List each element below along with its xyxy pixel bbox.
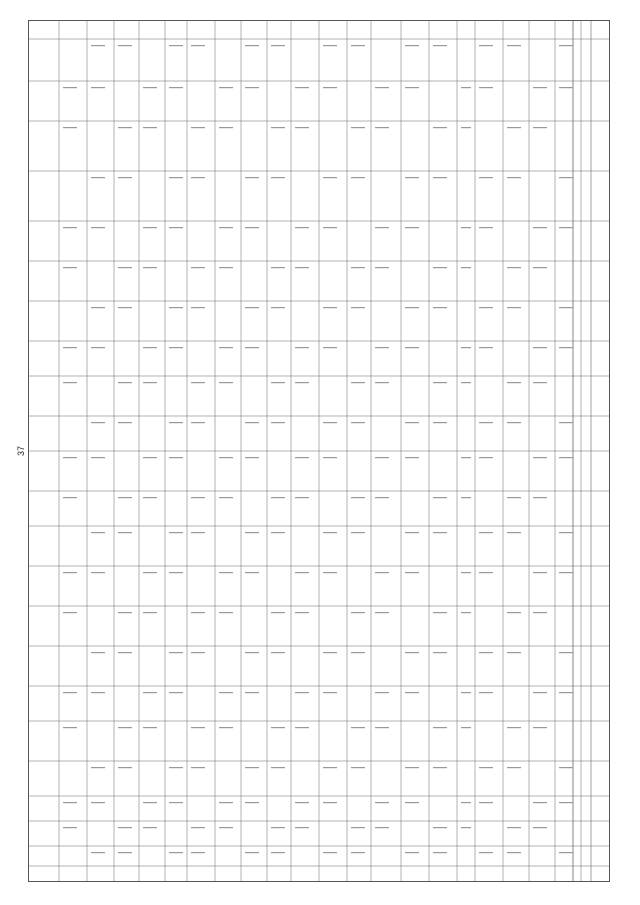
cell-text-mark: [219, 267, 233, 268]
cell-text-mark: [295, 727, 309, 728]
cell-text-mark: [323, 227, 337, 228]
cell-text-mark: [433, 382, 447, 383]
cell-text-mark: [405, 45, 419, 46]
cell-text-mark: [533, 612, 547, 613]
cell-text-mark: [351, 307, 365, 308]
cell-text-mark: [533, 127, 547, 128]
cell-text-mark: [143, 692, 157, 693]
cell-text-mark: [169, 307, 183, 308]
cell-text-mark: [191, 652, 205, 653]
cell-text-mark: [405, 307, 419, 308]
cell-text-mark: [191, 127, 205, 128]
cell-text-mark: [271, 497, 285, 498]
cell-text-mark: [91, 227, 105, 228]
cell-text-mark: [295, 347, 309, 348]
cell-text-mark: [323, 347, 337, 348]
cell-text-mark: [219, 727, 233, 728]
cell-text-mark: [191, 45, 205, 46]
cell-text-mark: [479, 802, 493, 803]
cell-text-mark: [405, 652, 419, 653]
cell-text-mark: [507, 532, 521, 533]
cell-text-mark: [63, 727, 77, 728]
cell-text-mark: [219, 572, 233, 573]
cell-text-mark: [461, 802, 471, 803]
cell-text-mark: [533, 227, 547, 228]
cell-text-mark: [433, 307, 447, 308]
cell-text-mark: [351, 767, 365, 768]
cell-text-mark: [375, 227, 389, 228]
cell-text-mark: [91, 457, 105, 458]
cell-text-mark: [375, 347, 389, 348]
cell-text-mark: [375, 692, 389, 693]
cell-text-mark: [191, 307, 205, 308]
cell-text-mark: [118, 127, 132, 128]
cell-text-mark: [351, 127, 365, 128]
cell-text-mark: [461, 827, 471, 828]
cell-text-mark: [323, 307, 337, 308]
cell-text-mark: [433, 177, 447, 178]
cell-text-mark: [118, 307, 132, 308]
cell-text-mark: [143, 347, 157, 348]
cell-text-mark: [405, 422, 419, 423]
cell-text-mark: [375, 127, 389, 128]
cell-text-mark: [219, 457, 233, 458]
cell-text-mark: [559, 767, 573, 768]
cell-text-mark: [433, 422, 447, 423]
cell-text-mark: [219, 87, 233, 88]
cell-text-mark: [245, 802, 259, 803]
cell-text-mark: [143, 267, 157, 268]
cell-text-mark: [143, 227, 157, 228]
cell-text-mark: [143, 497, 157, 498]
cell-text-mark: [295, 827, 309, 828]
cell-text-mark: [461, 347, 471, 348]
cell-text-mark: [323, 532, 337, 533]
cell-text-mark: [219, 802, 233, 803]
cell-text-mark: [375, 572, 389, 573]
cell-text-mark: [479, 572, 493, 573]
cell-text-mark: [295, 457, 309, 458]
cell-text-mark: [405, 347, 419, 348]
cell-text-mark: [479, 307, 493, 308]
cell-text-mark: [405, 177, 419, 178]
cell-text-mark: [91, 422, 105, 423]
cell-text-mark: [507, 827, 521, 828]
cell-text-mark: [169, 652, 183, 653]
cell-text-mark: [169, 87, 183, 88]
cell-text-mark: [219, 827, 233, 828]
cell-text-mark: [143, 612, 157, 613]
cell-text-mark: [323, 177, 337, 178]
cell-text-mark: [169, 45, 183, 46]
cell-text-mark: [191, 497, 205, 498]
cell-text-mark: [295, 382, 309, 383]
cell-text-mark: [219, 227, 233, 228]
cell-text-mark: [91, 652, 105, 653]
cell-text-mark: [433, 827, 447, 828]
cell-text-mark: [271, 727, 285, 728]
cell-text-mark: [118, 612, 132, 613]
cell-text-mark: [169, 852, 183, 853]
cell-text-mark: [479, 422, 493, 423]
cell-text-mark: [91, 177, 105, 178]
cell-text-mark: [323, 87, 337, 88]
cell-text-mark: [479, 532, 493, 533]
cell-text-mark: [91, 532, 105, 533]
cell-text-mark: [533, 497, 547, 498]
cell-text-mark: [63, 802, 77, 803]
cell-text-mark: [351, 382, 365, 383]
cell-text-mark: [63, 347, 77, 348]
cell-text-mark: [118, 852, 132, 853]
cell-text-mark: [433, 532, 447, 533]
cell-text-mark: [191, 267, 205, 268]
cell-text-mark: [191, 827, 205, 828]
cell-text-mark: [533, 727, 547, 728]
cell-text-mark: [295, 497, 309, 498]
cell-text-mark: [507, 727, 521, 728]
cell-text-mark: [191, 177, 205, 178]
cell-text-mark: [507, 612, 521, 613]
cell-text-mark: [375, 87, 389, 88]
cell-text-mark: [295, 802, 309, 803]
cell-text-mark: [507, 382, 521, 383]
cell-text-mark: [375, 382, 389, 383]
cell-text-mark: [91, 802, 105, 803]
cell-text-mark: [507, 422, 521, 423]
cell-text-mark: [533, 267, 547, 268]
cell-text-mark: [533, 457, 547, 458]
cell-text-mark: [63, 612, 77, 613]
cell-text-mark: [63, 87, 77, 88]
cell-text-mark: [295, 227, 309, 228]
cell-text-mark: [118, 497, 132, 498]
cell-text-mark: [323, 572, 337, 573]
cell-text-mark: [461, 497, 471, 498]
cell-text-mark: [559, 307, 573, 308]
cell-text-mark: [295, 87, 309, 88]
cell-text-mark: [559, 652, 573, 653]
cell-text-mark: [559, 692, 573, 693]
cell-text-mark: [143, 457, 157, 458]
cell-text-mark: [219, 382, 233, 383]
cell-text-mark: [63, 572, 77, 573]
cell-text-mark: [433, 127, 447, 128]
cell-text-mark: [323, 852, 337, 853]
cell-text-mark: [461, 127, 471, 128]
cell-text-mark: [118, 177, 132, 178]
cell-text-mark: [63, 267, 77, 268]
cell-text-mark: [245, 422, 259, 423]
cell-text-mark: [245, 852, 259, 853]
cell-text-mark: [433, 612, 447, 613]
cell-text-mark: [479, 767, 493, 768]
cell-text-mark: [433, 497, 447, 498]
cell-text-mark: [405, 572, 419, 573]
cell-text-mark: [295, 127, 309, 128]
cell-text-mark: [245, 767, 259, 768]
cell-text-mark: [143, 127, 157, 128]
cell-text-mark: [323, 802, 337, 803]
cell-text-mark: [118, 382, 132, 383]
cell-text-mark: [323, 692, 337, 693]
cell-text-mark: [533, 382, 547, 383]
cell-text-mark: [271, 127, 285, 128]
cell-text-mark: [245, 572, 259, 573]
cell-text-mark: [191, 767, 205, 768]
cell-text-mark: [63, 382, 77, 383]
cell-text-mark: [143, 827, 157, 828]
cell-text-mark: [219, 612, 233, 613]
cell-text-mark: [245, 87, 259, 88]
cell-text-mark: [507, 767, 521, 768]
cell-text-mark: [169, 422, 183, 423]
cell-text-mark: [271, 827, 285, 828]
cell-text-mark: [461, 572, 471, 573]
cell-text-mark: [245, 347, 259, 348]
cell-text-mark: [91, 45, 105, 46]
cell-text-mark: [507, 267, 521, 268]
cell-text-mark: [351, 827, 365, 828]
cell-text-mark: [479, 652, 493, 653]
cell-text-mark: [507, 45, 521, 46]
cell-text-mark: [559, 177, 573, 178]
cell-text-mark: [375, 612, 389, 613]
cell-text-mark: [323, 767, 337, 768]
cell-text-mark: [507, 127, 521, 128]
cell-text-mark: [271, 532, 285, 533]
cell-text-mark: [63, 127, 77, 128]
cell-text-mark: [271, 422, 285, 423]
cell-text-mark: [559, 45, 573, 46]
cell-text-mark: [245, 532, 259, 533]
cell-text-mark: [559, 532, 573, 533]
cell-text-mark: [63, 497, 77, 498]
cell-text-mark: [91, 307, 105, 308]
cell-text-mark: [323, 422, 337, 423]
cell-text-mark: [479, 692, 493, 693]
cell-text-mark: [351, 532, 365, 533]
cell-text-mark: [479, 347, 493, 348]
cell-text-mark: [323, 652, 337, 653]
cell-text-mark: [351, 852, 365, 853]
cell-text-mark: [118, 532, 132, 533]
cell-text-mark: [507, 652, 521, 653]
cell-text-mark: [433, 852, 447, 853]
cell-text-mark: [91, 572, 105, 573]
cell-text-mark: [405, 532, 419, 533]
cell-text-mark: [479, 852, 493, 853]
cell-text-mark: [219, 127, 233, 128]
cell-text-mark: [91, 767, 105, 768]
cell-text-mark: [191, 422, 205, 423]
cell-text-mark: [91, 87, 105, 88]
cell-text-mark: [351, 612, 365, 613]
cell-text-mark: [245, 457, 259, 458]
cell-text-mark: [533, 692, 547, 693]
cell-text-mark: [351, 177, 365, 178]
cell-text-mark: [533, 802, 547, 803]
cell-text-mark: [559, 422, 573, 423]
cell-text-mark: [118, 422, 132, 423]
cell-text-mark: [375, 457, 389, 458]
cell-text-mark: [375, 497, 389, 498]
cell-text-mark: [271, 652, 285, 653]
cell-text-mark: [169, 347, 183, 348]
cell-text-mark: [433, 45, 447, 46]
cell-text-mark: [219, 347, 233, 348]
cell-text-mark: [507, 497, 521, 498]
cell-text-mark: [461, 457, 471, 458]
cell-text-mark: [533, 572, 547, 573]
cell-text-mark: [169, 532, 183, 533]
cell-text-mark: [169, 457, 183, 458]
cell-text-mark: [143, 572, 157, 573]
cell-text-mark: [245, 307, 259, 308]
cell-text-mark: [559, 457, 573, 458]
cell-text-mark: [169, 572, 183, 573]
cell-text-mark: [219, 497, 233, 498]
cell-text-mark: [433, 767, 447, 768]
cell-text-mark: [533, 347, 547, 348]
cell-text-mark: [245, 692, 259, 693]
cell-text-mark: [461, 382, 471, 383]
cell-text-mark: [91, 852, 105, 853]
cell-text-mark: [118, 652, 132, 653]
page-number: 37: [16, 445, 27, 457]
cell-text-mark: [375, 802, 389, 803]
cell-text-mark: [118, 827, 132, 828]
cell-text-mark: [143, 802, 157, 803]
cell-text-mark: [271, 267, 285, 268]
cell-text-mark: [405, 802, 419, 803]
cell-text-mark: [245, 227, 259, 228]
cell-text-mark: [461, 612, 471, 613]
cell-text-mark: [559, 572, 573, 573]
cell-text-mark: [295, 267, 309, 268]
cell-text-mark: [143, 727, 157, 728]
cell-text-mark: [351, 422, 365, 423]
cell-text-mark: [63, 457, 77, 458]
cell-text-mark: [405, 692, 419, 693]
cell-text-mark: [461, 227, 471, 228]
cell-text-mark: [169, 177, 183, 178]
cell-text-mark: [169, 802, 183, 803]
cell-text-mark: [169, 227, 183, 228]
cell-text-mark: [191, 532, 205, 533]
cell-text-mark: [271, 612, 285, 613]
cell-text-mark: [351, 652, 365, 653]
cell-text-mark: [271, 767, 285, 768]
cell-text-mark: [143, 87, 157, 88]
cell-text-mark: [63, 692, 77, 693]
cell-text-mark: [479, 177, 493, 178]
cell-text-mark: [118, 767, 132, 768]
cell-text-mark: [118, 267, 132, 268]
cell-text-mark: [479, 457, 493, 458]
cell-text-mark: [169, 767, 183, 768]
cell-text-mark: [63, 227, 77, 228]
cell-text-mark: [405, 227, 419, 228]
cell-text-mark: [219, 692, 233, 693]
cell-text-mark: [295, 572, 309, 573]
cell-text-mark: [559, 802, 573, 803]
cell-text-mark: [479, 45, 493, 46]
cell-text-mark: [461, 727, 471, 728]
cell-text-mark: [461, 267, 471, 268]
cell-text-mark: [191, 382, 205, 383]
cell-text-mark: [191, 612, 205, 613]
cell-text-mark: [295, 612, 309, 613]
cell-text-mark: [351, 727, 365, 728]
cell-text-mark: [271, 177, 285, 178]
cell-text-mark: [507, 177, 521, 178]
cell-text-mark: [245, 45, 259, 46]
cell-text-mark: [245, 652, 259, 653]
cell-text-mark: [191, 727, 205, 728]
cell-text-mark: [143, 382, 157, 383]
cell-text-mark: [323, 457, 337, 458]
cell-text-mark: [559, 227, 573, 228]
cell-text-mark: [507, 852, 521, 853]
cell-text-mark: [405, 852, 419, 853]
cell-text-mark: [271, 852, 285, 853]
cell-text-mark: [91, 347, 105, 348]
cell-text-mark: [191, 852, 205, 853]
cell-text-mark: [271, 382, 285, 383]
cell-text-mark: [405, 767, 419, 768]
cell-text-mark: [559, 87, 573, 88]
cell-text-mark: [271, 45, 285, 46]
cell-text-mark: [507, 307, 521, 308]
cell-text-mark: [375, 727, 389, 728]
cell-text-mark: [351, 45, 365, 46]
cell-text-mark: [433, 267, 447, 268]
cell-text-mark: [533, 87, 547, 88]
cell-text-mark: [118, 727, 132, 728]
cell-text-mark: [169, 692, 183, 693]
cell-text-mark: [533, 827, 547, 828]
cell-text-mark: [63, 827, 77, 828]
cell-text-mark: [271, 307, 285, 308]
cell-text-mark: [351, 267, 365, 268]
cell-text-mark: [375, 827, 389, 828]
cell-text-mark: [375, 267, 389, 268]
cell-text-mark: [479, 227, 493, 228]
cell-text-mark: [245, 177, 259, 178]
cell-text-mark: [405, 457, 419, 458]
cell-text-mark: [91, 692, 105, 693]
cell-text-mark: [295, 692, 309, 693]
cell-text-mark: [461, 87, 471, 88]
cell-text-mark: [479, 87, 493, 88]
table-grid: [29, 21, 609, 881]
cell-text-mark: [323, 45, 337, 46]
cell-text-mark: [433, 727, 447, 728]
cell-text-mark: [351, 497, 365, 498]
rotated-table-sheet: [28, 20, 610, 882]
cell-text-mark: [118, 45, 132, 46]
cell-text-mark: [461, 692, 471, 693]
cell-text-mark: [433, 652, 447, 653]
cell-text-mark: [559, 852, 573, 853]
cell-text-mark: [405, 87, 419, 88]
cell-text-mark: [559, 347, 573, 348]
